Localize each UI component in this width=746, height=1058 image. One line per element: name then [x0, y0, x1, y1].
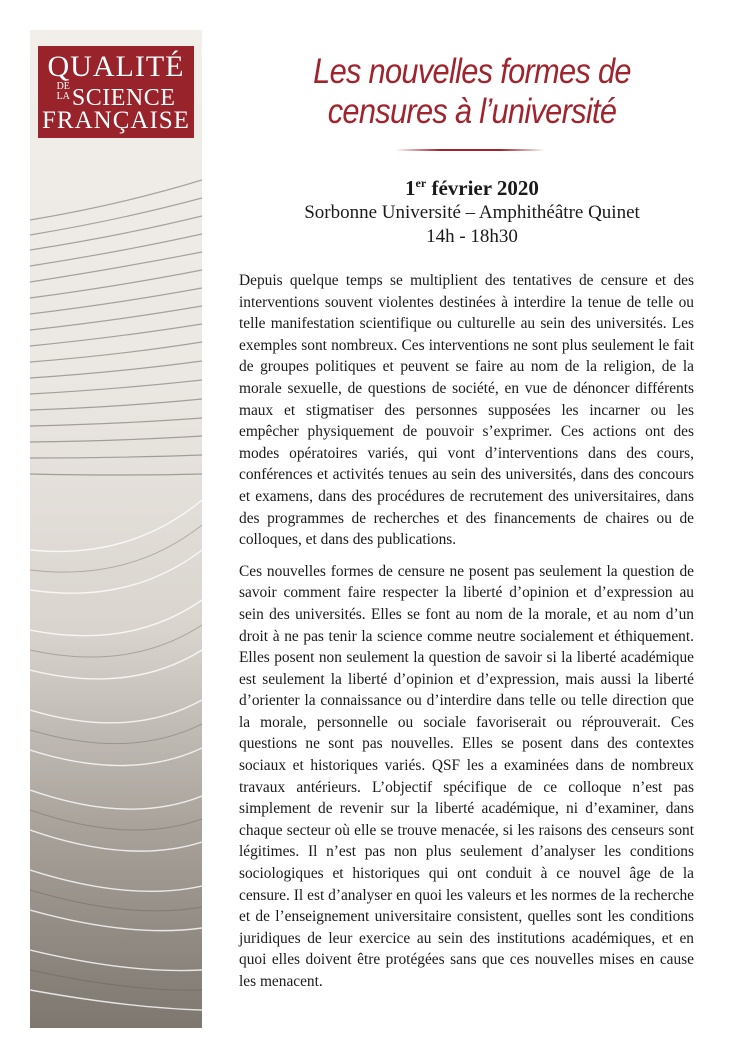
book-pages-illustration — [30, 30, 202, 1028]
title-line-1: Les nouvelles formes de — [313, 52, 631, 91]
logo-small-words: DE LA — [56, 81, 70, 102]
paragraph-1: Depuis quelque temps se multiplient des tentatives de censure et des interventions souvent violentes destinées à interdire la tenue de telle ou telle manifestation scientifique ou culturelle au sein des universités. Les exemples sont nombreux. Ces interventions ne sont plus seulement le fait de groupes politiques et peuvent se faire au nom de la religion, de la morale sexuelle, de questions de société, en vue de dénoncer différents maux et stigmatiser des personnes supposées les incarner ou les empêcher physiquement de pouvoir s’exprimer. Ces actions ont des modes opératoires variés, qui vont d’interventions dans des cours, conférences et activités tenues au sein des universités, dans des concours et examens, dans des procédures de recrutement des universitaires, dans des programmes de recherches et des financements de chaires ou de colloques, et dans des publications. — [239, 272, 694, 549]
paragraph-2: Ces nouvelles formes de censure ne posent pas seulement la question de savoir comment faire respecter la liberté d’opinion et d’expression au sein des universités. Elles se font au nom de la morale, et au nom d’un droit à ne pas tenir la science comme neutre socialement et éthiquement. Elles posent non seulement la question de savoir si la liberté académique est seulement la liberté d’opinion et d’expression, mais aussi la liberté d’orienter la connaissance ou d’interdire dans telle ou telle direction que la morale, personnelle ou sociale favoriserait ou réprouverait. Ces questions ne sont pas nouvelles. Elles se posent dans des contextes sociaux et historiques variés. QSF les a examinées dans de nombreux travaux antérieurs. L’objectif spécifique de ce colloque n’est pas simplement de revenir sur la liberté académique, ni d’examiner, dans chaque secteur où elle se trouve menacée, si les raisons des censeurs sont légitimes. Il n’est pas non plus seulement d’analyser les conditions sociologiques et historiques qui ont conduit à ce nouvel âge de la censure. Il est d’analyser en quoi les valeurs et les normes de la recherche et de l’enseignement universitaire consistent, quelles sont les conditions juridiques de leur exercice au sein des institutions académiques, et en quoi elles doivent être protégées sans que ces nouvelles mises en cause les menacent. — [239, 562, 694, 990]
logo-line-3: FRANÇAISE — [42, 107, 190, 134]
logo-science: SCIENCE — [71, 85, 176, 111]
qsf-logo — [38, 46, 194, 138]
logo-line-1: QUALITÉ — [47, 50, 185, 83]
title-divider — [395, 149, 545, 151]
book-photo — [30, 30, 202, 1028]
title-line-2: censures à l’université — [327, 92, 617, 131]
article-body — [239, 270, 694, 1003]
event-venue: Sorbonne Université – Amphithéâtre Quinet — [304, 202, 640, 223]
event-time: 14h - 18h30 — [426, 226, 518, 247]
event-info — [232, 176, 712, 248]
page-title — [261, 52, 683, 132]
event-date: 1er février 2020 — [405, 176, 539, 200]
